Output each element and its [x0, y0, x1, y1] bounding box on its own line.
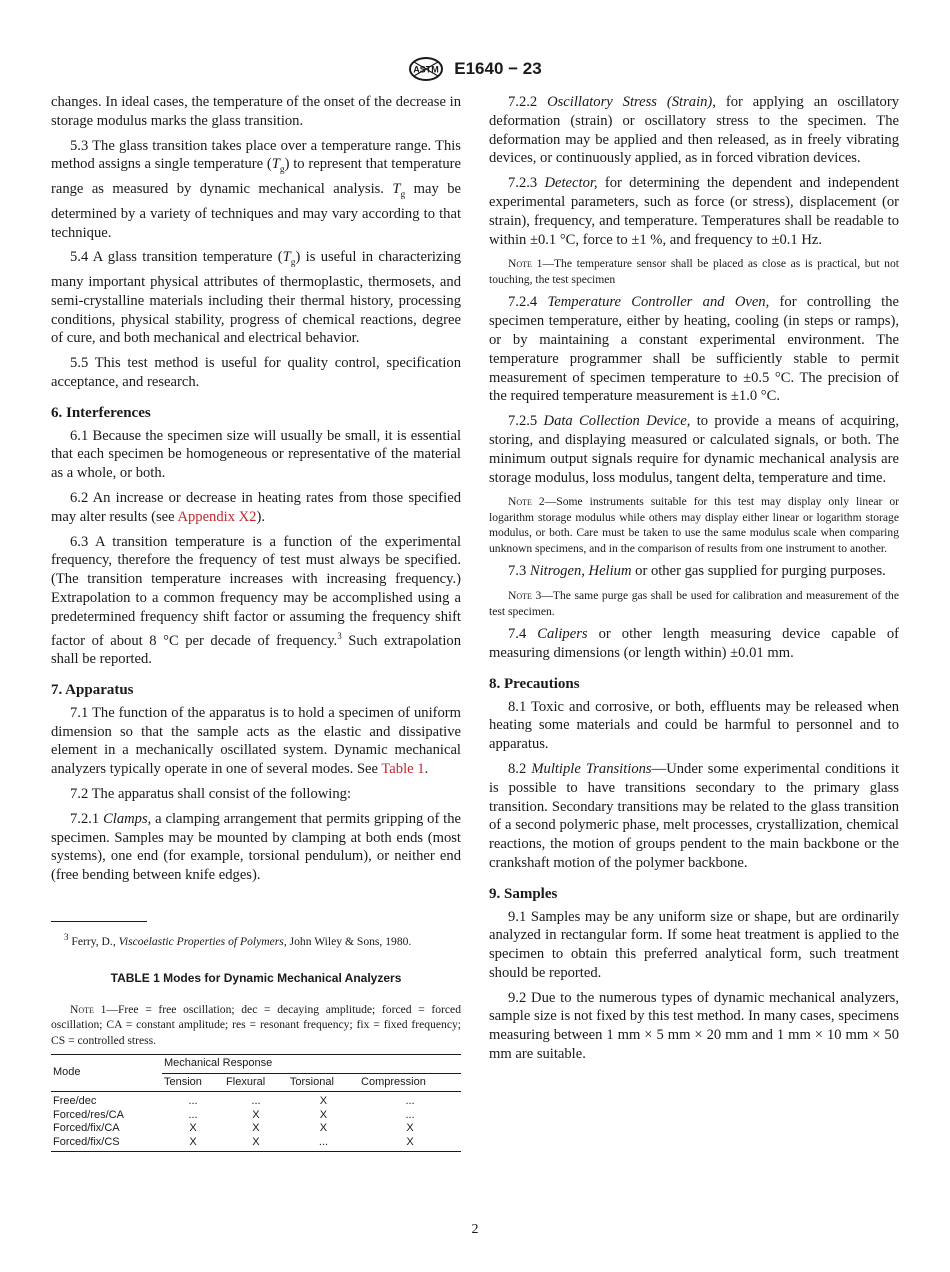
logo-text: ASTM — [413, 64, 440, 75]
section-7-2-4: 7.2.4 Temperature Controller and Oven, for controlling the specimen temperature, either by heating, cooling (in steps or ramps), or by maintaining a constant experimental environment. The temperature programmer shall be sufficiently stable to permit measurement of specimen temperature to ±0.5 °C. The precision of the required temperature measurement is ±1.0 °C. — [489, 294, 899, 405]
col-header-mode: Mode — [51, 1055, 162, 1092]
heading-samples: 9. Samples — [489, 885, 558, 902]
footnote-divider — [51, 921, 147, 922]
col-header-compression: Compression — [359, 1073, 461, 1092]
group-header-mechanical-response: Mechanical Response — [162, 1055, 461, 1074]
heading-interferences: 6. Interferences — [51, 404, 151, 421]
note-2: Note 2—Some instruments suitable for this test may display only linear or logarithm storage modulus while others may display either linear or logarithm storage modulus, or both. Care must be taken to use the same modulus scale when comparing unknown specimens, and in the comparison of results from one instrument to another. — [489, 495, 899, 555]
section-7-1: 7.1 The function of the apparatus is to hold a specimen of uniform dimension so that the sample acts as the elastic and dissipative element in a mechanically oscillated system. Dynamic mechanical analyzers typically operate in one of several modes. See Table 1. — [51, 704, 461, 778]
table-1-link[interactable]: Table 1 — [381, 761, 425, 778]
page-header — [0, 56, 950, 82]
table-row: Forced/fix/CA X X X X — [53, 1122, 414, 1135]
section-9-2: 9.2 Due to the numerous types of dynamic mechanical analyzers, sample size is not fixed by this test method. In many cases, specimens measuring between 1 mm × 5 mm × 20 mm and 1 mm × 10 mm × 50 mm are suitable. — [489, 989, 899, 1063]
heading-precautions: 8. Precautions — [489, 675, 580, 692]
paragraph-continued: changes. In ideal cases, the temperature of the onset of the decrease in storage modulus marks the glass transition. — [51, 94, 461, 129]
table-1-note: Note 1—Free = free oscillation; dec = decaying amplitude; forced = forced oscillation; CA = constant amplitude; res = resonant frequency; fix = fixed frequency; CS = controlled stress. — [51, 1002, 461, 1047]
section-7-4: 7.4 Calipers or other length measuring device capable of measuring dimensions (or length within) ±0.01 mm. — [489, 626, 900, 661]
section-5-4: 5.4 A glass transition temperature $(T_g)$ is useful in characterizing many important physical attributes of thermoplastic, thermosets, and semi-crystalline materials including their thermal history, processing conditions, physical stability, progress of chemical reactions, degree of cure, and both mechanical and electrical behavior. — [51, 249, 461, 347]
table-row: Free/dec ... ... X ... — [53, 1095, 415, 1108]
section-7-2: 7.2 The apparatus shall consist of the following: — [70, 786, 352, 803]
table-row: Forced/res/CA ... X X ... — [53, 1108, 415, 1121]
section-8-1: 8.1 Toxic and corrosive, or both, effluents may be released when heating some materials and could be harmful to personnel and to apparatus. — [489, 698, 899, 753]
section-5-3: 5.3 The glass transition takes place over a temperature range. This method assigns a single temperature $(T_g)$ to represent that temperature range as measured by dynamic mechanical analysis. $T_g$ may be determined by a variety of techniques and may vary according to that technique. — [51, 137, 461, 241]
note-1: Note 1—The temperature sensor shall be placed as close as is practical, but not touching, the test specimen — [489, 257, 899, 286]
col-header-tension: Tension — [162, 1073, 224, 1092]
footnote-ref-3: 3 — [337, 630, 342, 641]
heading-apparatus: 7. Apparatus — [51, 682, 134, 699]
table-row: Forced/fix/CS X X ... X — [51, 1136, 461, 1152]
section-6-3: 6.3 A transition temperature is a function of the experimental frequency, therefore the frequency of test must always be specified. (The transition temperature increases with increasing frequency.) Extrapolation to a common frequency may be accomplished using a predetermined frequency shift factor or assuming the frequency shift factor of about 8 °C per decade of frequency.$^3$ Such extrapolation shall be reported. — [51, 533, 462, 668]
section-7-2-5: 7.2.5 Data Collection Device, to provide a means of acquiring, storing, and displaying measured or calculated signals, or both. The minimum output signals require for dynamic mechanical analysis are storage modulus, loss modulus, tangent delta, temperature and time. — [489, 413, 900, 486]
col-header-flexural: Flexural — [224, 1073, 288, 1092]
section-7-2-3: 7.2.3 Detector, for determining the dependent and independent experimental parameters, such as force (or stress), displacement (or strain), frequency, and temperature. Temperatures shall be readable to within ±0.1 °C, force to ±1 %, and frequency to ±0.1 Hz. — [489, 175, 900, 248]
page-number: 2 — [471, 1222, 479, 1237]
appendix-x2-link[interactable]: Appendix X2 — [177, 508, 257, 525]
document-designation: E1640 − 23 — [454, 59, 542, 78]
section-8-2: 8.2 Multiple Transitions—Under some experimental conditions it is possible to have transitions secondary to the primary glass transition. Secondary transitions may be related to the glass transition of a second polymeric phase, melt processes, crystallization, chemical reactions, the motion of groups pendent to the main backbone or the crankshaft motion of the polymer backbone. — [489, 760, 900, 871]
section-7-3: 7.3 Nitrogen, Helium or other gas supplied for purging purposes. — [508, 563, 886, 580]
left-column — [51, 93, 461, 1152]
table-1-caption: TABLE 1 Modes for Dynamic Mechanical Analyzers — [110, 970, 402, 985]
section-6-2: 6.2 An increase or decrease in heating rates from those specified may alter results (see Appendix X2). — [51, 490, 461, 525]
modes-table — [51, 1054, 461, 1152]
section-9-1: 9.1 Samples may be any uniform size or shape, but are ordinarily analyzed in rectangular form. If some heat treatment is applied to the specimen to obtain this preferred analytical form, such treatment should be reported. — [489, 908, 899, 981]
section-6-1: 6.1 Because the specimen size will usually be small, it is essential that each specimen be homogeneous or representative of the material as a whole, or both. — [51, 427, 461, 482]
col-header-torsional: Torsional — [288, 1073, 359, 1092]
right-column — [489, 93, 899, 1070]
section-5-5: 5.5 This test method is useful for quality control, specification acceptance, and research. — [51, 355, 461, 391]
section-7-2-2: 7.2.2 Oscillatory Stress (Strain), for applying an oscillatory deformation (strain) or oscillatory stress to the specimen. The deformation may be applied and then released, as in freely vibrating devices, or continuously applied, as in forced vibration devices. — [489, 94, 899, 167]
astm-logo-icon — [408, 56, 444, 82]
footnote-3: $^3$ Ferry, D., Viscoelastic Properties of Polymers, John Wiley & Sons, 1980. — [64, 932, 412, 948]
note-3: Note 3—The same purge gas shall be used for calibration and measurement of the test specimen. — [489, 589, 899, 618]
section-7-2-1: 7.2.1 Clamps, a clamping arrangement that permits gripping of the specimen. Samples may be mounted by clamping at both ends (most systems), one end (for example, torsional pendulum), or neither end (free bending between knife edges). — [51, 810, 462, 884]
